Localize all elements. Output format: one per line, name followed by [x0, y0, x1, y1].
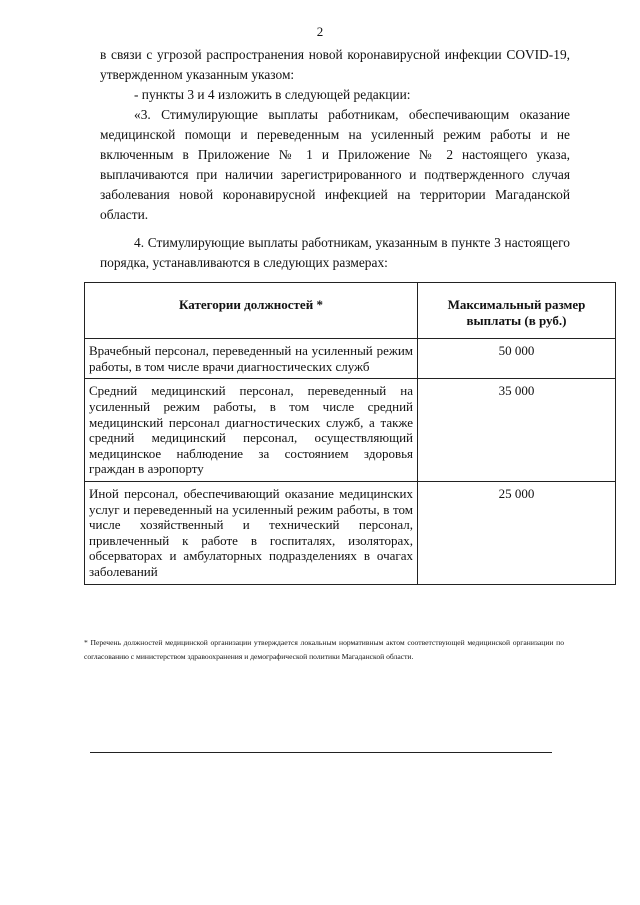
table-row — [85, 339, 616, 379]
column-header-amount: Максимальный размер выплаты (в руб.) — [418, 283, 616, 339]
footnote: * Перечень должностей медицинской организации утверждается локальным нормативным актом соответствующей медицинской организации по согласованию с министерством здравоохранения и демографической политики Магаданской области. — [84, 638, 564, 661]
paragraph-intro: в связи с угрозой распространения новой коронавирусной инфекции COVID-19, утвержденном указанным указом: — [100, 47, 570, 82]
paragraph-amend: - пункты 3 и 4 изложить в следующей редакции: — [134, 87, 411, 102]
table-header-row — [85, 283, 616, 339]
payments-table — [84, 282, 616, 585]
category-cell: Иной персонал, обеспечивающий оказание медицинских услуг и переведенный на усиленный режим работы, в том числе хозяйственный и технический персонал, привлеченный к работе в госпиталях, изоляторах, обсерваторах и амбулаторных подразделениях в очагах заболеваний — [85, 481, 418, 584]
table-row — [85, 379, 616, 482]
bottom-rule — [90, 752, 552, 753]
page-number: 2 — [316, 24, 324, 39]
category-cell: Средний медицинский персонал, переведенный на усиленный режим работы, в том числе средний медицинский персонал диагностических служб, а также средний медицинский персонал, осуществляющий медицинское наблюдение за состоянием здоровья граждан в аэропорту — [85, 379, 418, 482]
paragraph-point-3: «3. Стимулирующие выплаты работникам, обеспечивающим оказание медицинской помощи и переведенным на усиленный режим работы и не включенным в Приложение № 1 и Приложение № 2 настоящего указа, выплачиваются при наличии зарегистрированного и подтвержденного случая заболевания новой коронавирусной инфекцией на территории Магаданской области. — [100, 107, 570, 222]
amount-cell: 35 000 — [418, 379, 616, 482]
amount-cell: 25 000 — [418, 481, 616, 584]
category-cell: Врачебный персонал, переведенный на усиленный режим работы, в том числе врачи диагностических служб — [85, 339, 418, 379]
column-header-category: Категории должностей * — [85, 283, 418, 339]
paragraph-point-4: 4. Стимулирующие выплаты работникам, указанным в пункте 3 настоящего порядка, устанавливаются в следующих размерах: — [100, 235, 570, 270]
document-body — [100, 45, 570, 273]
amount-cell: 50 000 — [418, 339, 616, 379]
table-row — [85, 481, 616, 584]
